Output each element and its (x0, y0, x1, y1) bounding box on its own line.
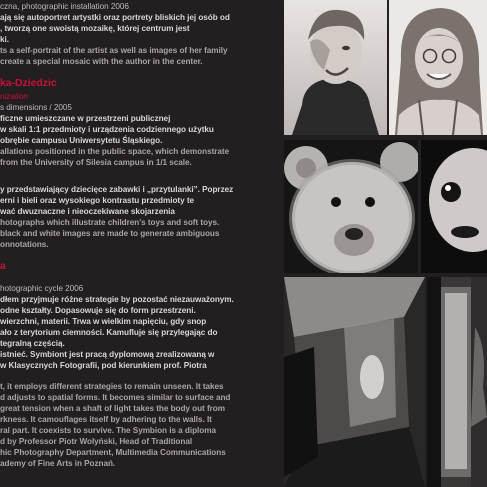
photo-column (284, 0, 487, 487)
text-line: d by Professor Piotr Wolyński, Head of Traditional (0, 437, 193, 446)
text-line: ademy of Fine Arts in Poznań. (0, 459, 116, 468)
text-line: hotographic cycle 2006 (0, 284, 84, 293)
text-line: allations positioned in the public space, which demonstrate (0, 147, 230, 156)
text-line: t, it employs different strategies to remain unseen. It takes (0, 382, 224, 391)
text-line: ka-Dziedzic (0, 77, 57, 89)
text-line: ts a self-portrait of the artist as well as images of her family (0, 46, 228, 55)
text-line: ało z terytorium ciemności. Kamufluje się przylegając do (0, 328, 218, 337)
text-line: rkness. It camouflages itself by adhering to the walls. It (0, 415, 212, 424)
text-line: ki. (0, 35, 9, 44)
text-line: great tension when a shaft of light takes the body out from (0, 404, 225, 413)
text-line: ficzne umieszczane w przestrzeni publicznej (0, 114, 171, 123)
text-line: onnotations. (0, 240, 49, 249)
text-line: d adjusts to spatial forms. It becomes similar to surface and (0, 393, 231, 402)
text-line: czna, photographic installation 2006 (0, 2, 129, 11)
photo-dark-room-figure (284, 277, 425, 487)
text-line: wierzchni, materii. Trwa w wielkim napięciu, gdy snop (0, 317, 207, 326)
text-line: w Klasycznych Fotografii, pod kierunkiem prof. Piotra (0, 361, 207, 370)
photo-soft-toy-eyes (421, 140, 487, 273)
text-line: hotographs which illustrate children's toys and soft toys. (0, 218, 220, 227)
text-line: y przedstawiający dziecięce zabawki i „przytulanki”. Poprzez (0, 185, 234, 194)
photo-portrait-laughing-man (284, 0, 387, 135)
text-line: black and white images are made to generate ambiguous (0, 229, 220, 238)
text-line: dłem przyjmuje różne strategie by pozostać niezauważonym. (0, 295, 234, 304)
text-line: istnieć. Symbiont jest pracą dyplomową zrealizowaną w (0, 350, 215, 359)
text-line: obrębie campusu Uniwersytetu Śląskiego. (0, 136, 163, 145)
text-line: ają się autoportret artystki oraz portrety bliskich jej osób od (0, 13, 230, 22)
text-line: odne kształty. Dopasowuje się do form przestrzeni. (0, 306, 196, 315)
text-line: ral part. It coexists to survive. The Symbion is a diploma (0, 426, 216, 435)
text-line: from the University of Silesia campus in 1/1 scale. (0, 158, 192, 167)
photo-portrait-woman-glasses (389, 0, 487, 135)
text-line: nization (0, 92, 28, 101)
text-line: create a special mosaic with the author in the center. (0, 57, 203, 66)
text-line: tegralną częścią. (0, 339, 65, 348)
photo-teddy-bear (284, 140, 418, 273)
photo-doorway-figure (427, 277, 487, 487)
text-line: erni i bieli oraz wysokiego kontrastu przedmioty te (0, 196, 194, 205)
text-line: s dimensions / 2005 (0, 103, 72, 112)
text-line: w skali 1:1 przedmioty i urządzenia codziennego użytku (0, 125, 214, 134)
text-line: hic Photography Department, Multimedia Communications (0, 448, 226, 457)
text-line: wać dwuznaczne i nieoczekiwane skojarzenia (0, 207, 175, 216)
text-line: a (0, 260, 6, 272)
text-line: , tworzą one swoistą mozaikę, której centrum jest (0, 24, 190, 33)
